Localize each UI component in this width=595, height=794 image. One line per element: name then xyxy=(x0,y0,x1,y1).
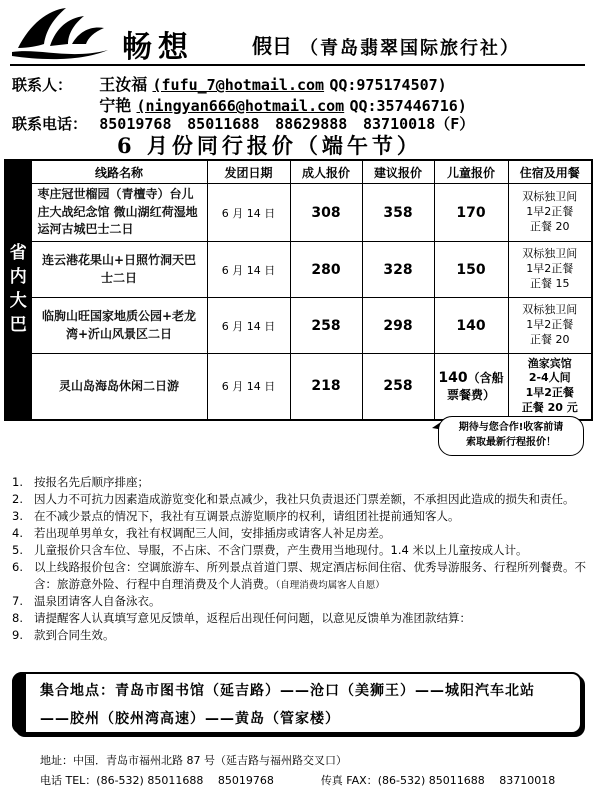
col-header-lodging: 住宿及用餐 xyxy=(508,160,592,184)
brand-subtitle: （青岛翡翠国际旅行社） xyxy=(300,38,520,59)
contact-qq: QQ:357446716) xyxy=(349,97,467,115)
table-row xyxy=(5,354,592,420)
departure-date: 6 月 14 日 xyxy=(207,184,290,242)
brand-tag: 假日 xyxy=(252,34,292,58)
route-name: 灵山岛海岛休闲二日游 xyxy=(31,354,207,420)
fax-number: 83710018（F） xyxy=(363,115,475,133)
child-price: 150 xyxy=(434,242,508,298)
list-item: 6. 以上线路报价包含：空调旅游车、所列景点首道门票、规定酒店标间住宿、优秀导游服务、行程所列餐费。不含：旅游意外险、行程中自理消费及个人消费。（自理消费均属客人自愿） xyxy=(12,560,586,592)
col-header-date: 发团日期 xyxy=(207,160,290,184)
fax-label: 传真 FAX： xyxy=(320,774,378,787)
banner-accent xyxy=(12,672,26,734)
lodging-meals: 双标独卫间 1早2正餐 正餐 15 xyxy=(508,242,592,298)
adult-price: 280 xyxy=(290,242,362,298)
table-row xyxy=(5,298,592,354)
header-divider xyxy=(10,64,585,66)
list-item: 3. 在不减少景点的情况下，我社有互调景点游览顺序的权利，请组团社提前通知客人。 xyxy=(12,509,460,524)
child-price: 140 xyxy=(434,298,508,354)
list-item: 2. 因人力不可抗力因素造成游览变化和景点减少，我社只负责退还门票差额，不承担因此造成的损失和责任。 xyxy=(12,492,575,507)
col-header-route: 线路名称 xyxy=(31,160,207,184)
departure-date: 6 月 14 日 xyxy=(207,298,290,354)
brand-logo-icon xyxy=(10,4,110,62)
lodging-meals: 双标独卫间 1早2正餐 正餐 20 xyxy=(508,298,592,354)
suggested-price: 258 xyxy=(362,354,434,420)
suggested-price: 358 xyxy=(362,184,434,242)
offer-title: 6 月份同行报价（端午节） xyxy=(117,133,422,158)
region-label: 省 内 大 巴 xyxy=(5,160,31,420)
contact-phone-label: 联系电话： xyxy=(12,115,88,133)
adult-price: 218 xyxy=(290,354,362,420)
phone-number: 88629888 xyxy=(275,115,348,133)
col-header-child: 儿童报价 xyxy=(434,160,508,184)
speech-bubble: 期待与您合作!收客前请 索取最新行程报价！ xyxy=(438,416,584,456)
tel-label: 电话 TEL： xyxy=(40,774,97,787)
departure-date: 6 月 14 日 xyxy=(207,242,290,298)
contact-line-1 xyxy=(12,72,447,95)
meeting-point-line-2: ——胶州（胶州湾高速）——黄岛（管家楼） xyxy=(40,711,340,727)
fax-number: (86-532) 85011688 83710018 xyxy=(377,774,556,787)
contact-people-label: 联系人： xyxy=(12,76,73,94)
contact-email[interactable]: (ningyan666@hotmail.com xyxy=(136,97,345,115)
table-row xyxy=(5,184,592,242)
table-row xyxy=(5,242,592,298)
child-price: 170 xyxy=(434,184,508,242)
tel-number: (86-532) 85011688 85019768 xyxy=(96,774,274,787)
adult-price: 258 xyxy=(290,298,362,354)
table-header-row xyxy=(5,160,592,184)
contact-qq: QQ:975174507) xyxy=(329,76,447,94)
adult-price: 308 xyxy=(290,184,362,242)
route-name: 临朐山旺国家地质公园+老龙湾+沂山风景区二日 xyxy=(31,298,207,354)
footer-contact xyxy=(40,772,555,788)
contact-name: 王汝福 xyxy=(99,75,148,94)
footer-address: 地址：中国．青岛市福州北路 87 号（延吉路与福州路交叉口） xyxy=(40,754,347,767)
lodging-meals: 渔家宾馆 2-4人间 1早2正餐 正餐 20 元 xyxy=(508,354,592,420)
list-item: 4. 若出现单男单女，我社有权调配三人间，安排插房或请客人补足房差。 xyxy=(12,526,391,541)
suggested-price: 298 xyxy=(362,298,434,354)
contact-name: 宁艳 xyxy=(99,96,132,115)
col-header-adult: 成人报价 xyxy=(290,160,362,184)
price-table xyxy=(4,159,593,421)
route-name: 枣庄冠世榴园（青檀寺）台儿庄大战纪念馆 微山湖红荷湿地 运河古城巴士二日 xyxy=(31,184,207,242)
departure-date: 6 月 14 日 xyxy=(207,354,290,420)
brand-name: 畅想 xyxy=(122,30,194,65)
meeting-point-line-1: 集合地点：青岛市图书馆（延吉路）——沧口（美狮王）——城阳汽车北站 xyxy=(40,683,535,699)
terms-list xyxy=(12,474,587,644)
list-item: 7. 温泉团请客人自备泳衣。 xyxy=(12,594,161,609)
phone-number: 85019768 xyxy=(99,115,172,133)
route-name: 连云港花果山+日照竹洞天巴士二日 xyxy=(31,242,207,298)
list-item: 9. 款到合同生效。 xyxy=(12,628,115,643)
contact-email[interactable]: (fufu_7@hotmail.com xyxy=(152,76,325,94)
lodging-meals: 双标独卫间 1早2正餐 正餐 20 xyxy=(508,184,592,242)
list-item: 1. 按报名先后顺序排座； xyxy=(12,475,149,489)
col-header-suggested: 建议报价 xyxy=(362,160,434,184)
list-item: 5. 儿童报价只含车位、导服，不占床、不含门票费，产生费用当地现付。1.4 米以上儿童按成人计。 xyxy=(12,543,528,558)
list-item: 8. 请提醒客人认真填写意见反馈单，返程后出现任何问题，以意见反馈单为准团款结算： xyxy=(12,611,471,626)
phone-number: 85011688 xyxy=(187,115,260,133)
suggested-price: 328 xyxy=(362,242,434,298)
child-price: 140（含船票餐费） xyxy=(434,354,508,420)
child-price-note: （含船票餐费） xyxy=(446,371,504,402)
